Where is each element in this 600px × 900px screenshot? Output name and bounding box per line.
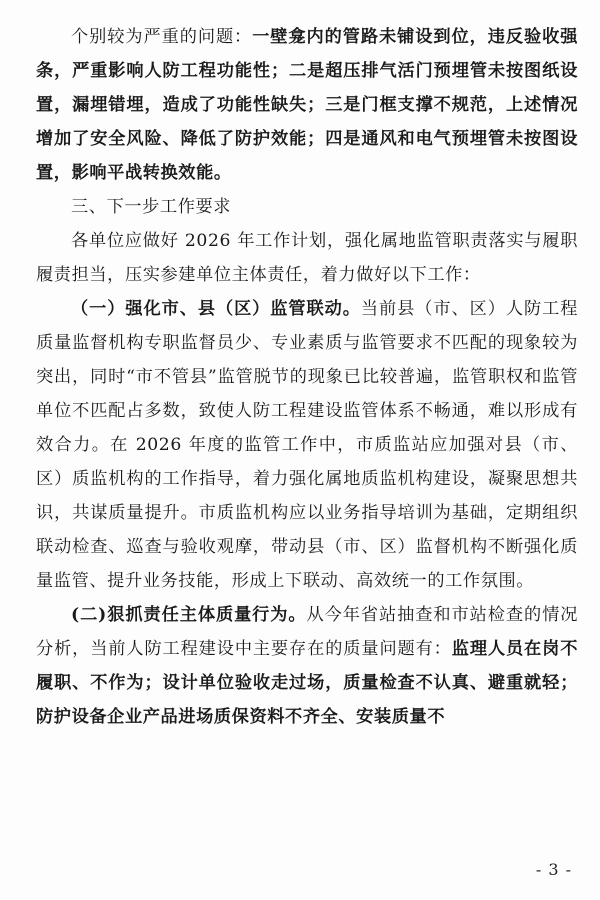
item-2-bold-body: 监理人员在岗不履职、不作为；设计单位验收走过场，质量检查不认真、避重就轻；防护设备企业产品进场质保资料不齐全、安装质量不 [36, 639, 578, 727]
section-heading-next-steps: 三、下一步工作要求 [71, 197, 232, 217]
paragraph-item-2 [36, 598, 578, 734]
item-2-body: 从今年省站抽查和市站检查的情况分析，当前人防工程建设中主要存在的质量问题有： [36, 605, 578, 659]
paragraph-problems [36, 20, 578, 190]
problems-bold-text: 一壁龛内的管路未铺设到位，违反验收强条，严重影响人防工程功能性；二是超压排气活门预埋管未按图纸设置，漏埋错埋，造成了功能性缺失；三是门框支撑不规范，上述情况增加了安全风险、降低了防护效能；四是通风和电气预埋管未按图设置，影响平战转换效能。 [36, 27, 578, 183]
paragraph-intro: 各单位应做好 2026 年工作计划，强化属地监管职责落实与履职履责担当，压实参建单位主体责任，着力做好以下工作： [36, 231, 578, 285]
paragraph-item-1 [36, 292, 578, 598]
item-1-title: （一）强化市、县（区）监管联动。 [71, 299, 361, 319]
problems-lead-text: 个别较为严重的问题： [71, 27, 253, 47]
document-body [36, 20, 578, 734]
item-2-title: (二)狠抓责任主体质量行为。 [71, 605, 307, 625]
page-number: - 3 - [535, 860, 572, 879]
item-1-body: 当前县（市、区）人防工程质量监督机构专职监督员少、专业素质与监管要求不匹配的现象较为突出，同时“市不管县”监管脱节的现象已比较普遍，监管职权和监管单位不匹配占多数，致使人防工程建设监管体系不畅通，难以形成有效合力。在 2026 年度的监管工作中，市质监站应加强对县（市、区）质监机构的工作指导，着力强化属地质监机构建设，凝聚思想共识，共谋质量提升。市质监机构应以业务指导培训为基础，定期组织联动检查、巡查与验收观摩，带动县（市、区）监督机构不断强化质量监管、提升业务技能，形成上下联动、高效统一的工作氛围。 [36, 299, 578, 591]
